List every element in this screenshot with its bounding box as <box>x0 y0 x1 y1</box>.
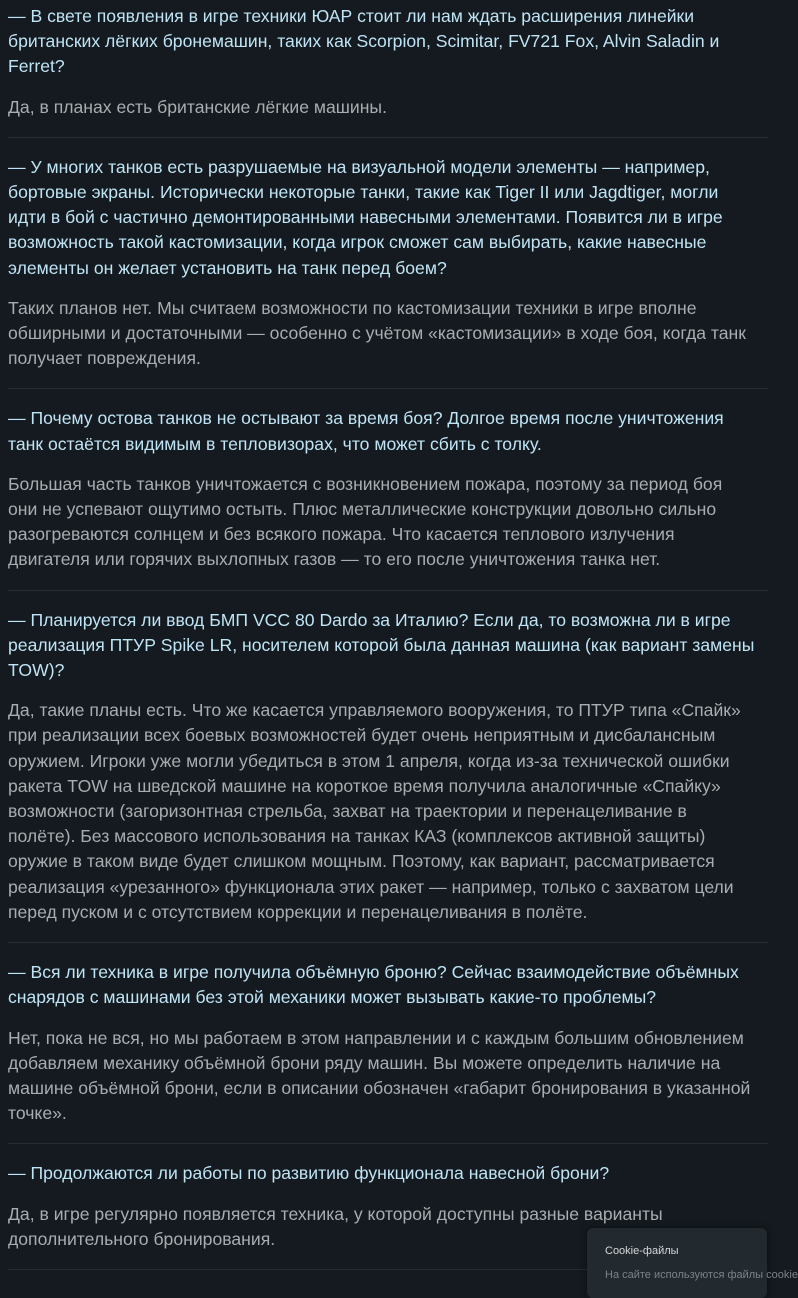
question-text <box>8 155 768 281</box>
cookie-text: На сайте используются файлы cookie <box>605 1269 798 1281</box>
question-line: снарядов с машинами без этой механики может вызывать какие-то проблемы? <box>8 987 657 1008</box>
answer-text <box>8 95 768 120</box>
question-text <box>8 4 768 80</box>
answer-line: Таких планов нет. Мы считаем возможности по кастомизации техники в игре вполне <box>8 297 697 318</box>
answer-line: получает повреждения. <box>8 348 201 369</box>
answer-line: разогреваются солнцем и без всякого пожара. Что касается теплового излучения <box>8 524 675 545</box>
answer-line: перед пуском и с отсутствием коррекции и перенацеливания в полёте. <box>8 901 588 922</box>
answer-text <box>8 472 768 573</box>
question-text <box>8 406 768 456</box>
answer-line: они не успевают ощутимо остыть. Плюс металлические конструкции довольно сильно <box>8 499 717 520</box>
question-line: идти в бой с частично демонтированными навесными элементами. Появится ли в игре <box>8 207 723 228</box>
question-line: — У многих танков есть разрушаемые на визуальной модели элементы — например, <box>8 156 710 177</box>
answer-line: Да, в планах есть британские лёгкие машины. <box>8 96 387 117</box>
question-line: — Вся ли техника в игре получила объёмную броню? Сейчас взаимодействие объёмных <box>8 962 739 983</box>
answer-line: Большая часть танков уничтожается с возникновением пожара, поэтому за период боя <box>8 473 723 494</box>
qa-block <box>8 155 768 390</box>
qa-block <box>8 960 768 1144</box>
answer-line: добавляем механику объёмной брони ряду машин. Вы можете определить наличие на <box>8 1052 721 1073</box>
answer-line: Да, в игре регулярно появляется техника, у которой доступны разные варианты <box>8 1203 663 1224</box>
qa-block <box>8 4 768 138</box>
question-text <box>8 960 768 1010</box>
question-text <box>8 608 768 684</box>
answer-text <box>8 296 768 372</box>
answer-line: при реализации всех боевых возможностей будет очень неприятным и дисбалансным <box>8 725 716 746</box>
question-line: Ferret? <box>8 56 65 77</box>
answer-line: возможности (загоризонтная стрельба, захват на траектории и перенацеливание в <box>8 801 687 822</box>
question-line: реализация ПТУР Spike LR, носителем которой была данная машина (как вариант замены <box>8 634 755 655</box>
question-line: возможность такой кастомизации, когда игрок сможет сам выбирать, какие навесные <box>8 232 707 253</box>
answer-line: Нет, пока не вся, но мы работаем в этом направлении и с каждым большим обновлением <box>8 1027 744 1048</box>
answer-line: ракета TOW на шведской машине на короткое время получила аналогичные «Спайку» <box>8 775 721 796</box>
answer-line: оружием. Игроки уже могли убедиться в этом 1 апреля, когда из-за технической ошибки <box>8 750 730 771</box>
question-line: — Планируется ли ввод БМП VCC 80 Dardo за Италию? Если да, то возможна ли в игре <box>8 609 731 630</box>
question-line: британских лёгких бронемашин, таких как Scorpion, Scimitar, FV721 Fox, Alvin Saladin и <box>8 31 720 52</box>
answer-line: полёте). Без массового использования на танках КАЗ (комплексов активной защиты) <box>8 826 706 847</box>
answer-line: машине объёмной брони, если в описании обозначен «габарит бронирования в указанной <box>8 1077 751 1098</box>
answer-line: оружие в таком виде будет слишком мощным. Поэтому, как вариант, рассматривается <box>8 851 715 872</box>
answer-line: двигателя или горячих выхлопных газов — то его после уничтожения танка нет. <box>8 549 661 570</box>
answer-line: дополнительного бронирования. <box>8 1228 276 1249</box>
qa-block <box>8 608 768 943</box>
answer-line: точке». <box>8 1103 67 1124</box>
question-line: TOW)? <box>8 660 65 681</box>
answer-line: реализация «урезанного» функционала этих ракет — например, только с захватом цели <box>8 876 734 897</box>
question-line: — Продолжаются ли работы по развитию функционала навесной брони? <box>8 1163 610 1184</box>
answer-line: обширными и достаточными — особенно с учётом «кастомизации» в ходе боя, когда танк <box>8 323 746 344</box>
question-line: — Почему остова танков не остывают за время боя? Долгое время после уничтожения <box>8 408 724 429</box>
question-line: танк остаётся видимым в тепловизорах, что может сбить с толку. <box>8 433 542 454</box>
question-line: бортовые экраны. Исторически некоторые танки, такие как Tiger II или Jagdtiger, могли <box>8 182 719 203</box>
question-line: элементы он желает установить на танк перед боем? <box>8 257 447 278</box>
question-line: — В свете появления в игре техники ЮАР стоит ли нам ждать расширения линейки <box>8 6 695 26</box>
question-text <box>8 1161 768 1186</box>
cookie-notice[interactable] <box>587 1228 798 1298</box>
answer-text <box>8 698 768 925</box>
qa-feed <box>8 4 768 1270</box>
qa-block <box>8 406 768 590</box>
cookie-title: Cookie-файлы <box>605 1245 679 1257</box>
answer-line: Да, такие планы есть. Что же касается управляемого вооружения, то ПТУР типа «Спайк» <box>8 700 741 721</box>
answer-text <box>8 1026 768 1127</box>
